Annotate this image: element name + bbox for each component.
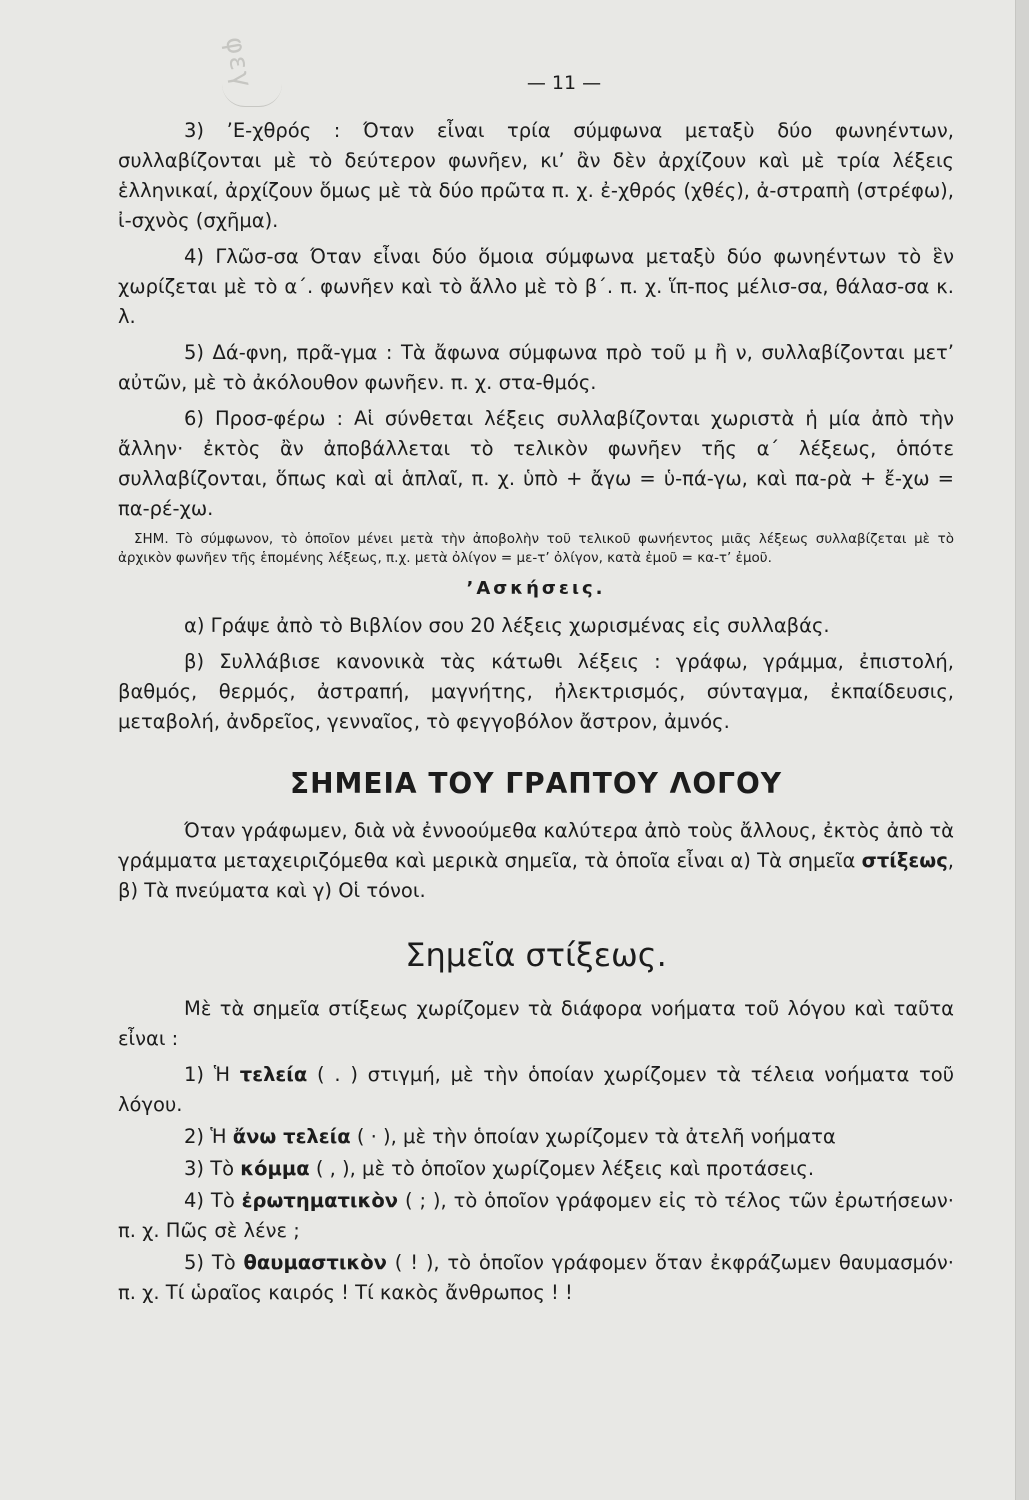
rule-4-lead: 4) Γλῶσ-σα <box>184 245 299 268</box>
note <box>118 530 954 568</box>
note-label: ΣΗΜ. <box>134 531 169 547</box>
item-1-name: τελεία <box>239 1063 308 1086</box>
rule-6 <box>118 404 954 524</box>
rule-5-text: Τὰ ἄφωνα σύμφωνα πρὸ τοῦ μ ἢ ν, συλλαβίζονται μετ’ αὐτῶν, μὲ τὸ ἀκόλουθον φωνῆεν. π. χ. στα-θμός. <box>118 341 954 394</box>
rule-5 <box>118 338 954 398</box>
section-intro-bold: στίξεως <box>861 849 948 872</box>
item-5-pre: 5) Τὸ <box>184 1251 236 1274</box>
rule-4 <box>118 242 954 332</box>
punctuation-title: Σημεῖα στίξεως. <box>405 936 667 974</box>
rule-6-lead: 6) Προσ-φέρω : <box>184 407 344 430</box>
item-4-name: ἐρωτηματικὸν <box>241 1189 399 1212</box>
rule-3 <box>118 116 954 236</box>
item-3-name: κόμμα <box>240 1157 310 1180</box>
item-2-post: ( · ), μὲ τὴν ὁποίαν χωρίζομεν τὰ ἀτελῆ νοήματα <box>356 1125 836 1148</box>
item-2-pre: 2) Ἡ <box>184 1125 227 1148</box>
item-5-post: ( ! ), τὸ ὁποῖον γράφομεν ὅταν ἐκφράζωμεν θαυμασμόν· π. χ. Τί ὡραῖος καιρός ! Τί κακὸς ἄνθρωπος ! ! <box>118 1251 954 1304</box>
page-number: — 11 — <box>526 72 602 94</box>
punctuation-item-5 <box>118 1248 954 1308</box>
page-content <box>118 72 954 1310</box>
item-4-post: ( ; ), τὸ ὁποῖον γράφομεν εἰς τὸ τέλος τῶν ἐρωτήσεων· π. χ. Πῶς σὲ λένε ; <box>118 1189 954 1242</box>
item-2-name: ἄνω τελεία <box>232 1125 351 1148</box>
exercise-b: β) Συλλάβισε κανονικὰ τὰς κάτωθι λέξεις : γράφω, γράμμα, ἐπιστολή, βαθμός, θερμός, ἀστραπή, μαγνήτης, ἠλεκτρισμός, σύνταγμα, ἐκπαίδευσις, μεταβολή, ἀνδρεῖος, γενναῖος, τὸ φεγγοβόλον ἄστρον, ἀμνός. <box>118 650 954 733</box>
item-1-pre: 1) Ἡ <box>184 1063 231 1086</box>
section-intro-part-b: , β) Τὰ πνεύματα καὶ γ) Οἱ τόνοι. <box>118 849 954 902</box>
punctuation-item-1 <box>118 1060 954 1120</box>
punctuation-item-2 <box>118 1122 954 1152</box>
rule-3-lead: 3) ’Ε-χθρός : <box>184 119 341 142</box>
item-1-post: ( . ) στιγμή, μὲ τὴν ὁποίαν χωρίζομεν τὰ τέλεια νοήματα τοῦ λόγου. <box>118 1063 955 1116</box>
rule-6-text: Αἱ σύνθεται λέξεις συλλαβίζονται χωριστὰ ἡ μία ἀπὸ τὴν ἄλλην· ἐκτὸς ἂν ἀποβάλλεται τὸ τελικὸν φωνῆεν τῆς α΄ λέξεως, ὁπότε συλλαβίζονται, ὅπως καὶ αἱ ἁπλαῖ, π. χ. ὑπὸ + ἄγω = ὑ-πά-γω, καὶ πα-ρὰ + ἔ-χω = πα-ρέ-χω. <box>118 407 954 520</box>
punctuation-item-4 <box>118 1186 954 1246</box>
rule-4-text: Όταν εἶναι δύο ὅμοια σύμφωνα μεταξὺ δύο φωνηέντων τὸ ἓν χωρίζεται μὲ τὸ α΄. φωνῆεν καὶ τὸ ἄλλο μὲ τὸ β΄. π. χ. ἵπ-πος μέλισ-σα, θάλασ-σα κ. λ. <box>118 245 954 328</box>
item-3-post: ( , ), μὲ τὸ ὁποῖον χωρίζομεν λέξεις καὶ προτάσεις. <box>315 1157 815 1180</box>
section-title: ΣΗΜΕΙΑ ΤΟΥ ΓΡΑΠΤΟΥ ΛΟΓΟΥ <box>289 767 783 800</box>
item-5-name: θαυμαστικὸν <box>243 1251 387 1274</box>
item-3-pre: 3) Τὸ <box>184 1157 235 1180</box>
item-4-pre: 4) Τὸ <box>184 1189 235 1212</box>
page-edge <box>1015 0 1029 1500</box>
rule-3-text: Όταν εἶναι τρία σύμφωνα μεταξὺ δύο φωνηέντων, συλλαβίζονται μὲ τὸ δεύτερον φωνῆεν, κι’ ἂν δὲν ἀρχίζουν καὶ μὲ τρία λέξεις ἑλληνικαί, ἀρχίζουν ὅμως μὲ τὰ δύο πρῶτα π. χ. ἐ-χθρός (χθές), ἀ-στραπὴ (στρέφω), ἰ-σχνὸς (σχῆμα). <box>118 119 954 232</box>
exercises-heading: ’Ασκήσεις. <box>466 578 606 599</box>
punctuation-item-3 <box>118 1154 954 1184</box>
pencil-annotation: φεγ <box>218 34 258 92</box>
exercise-a: α) Γράψε ἀπὸ τὸ Βιβλίον σου 20 λέξεις χωρισμένας εἰς συλλαβάς. <box>184 614 830 637</box>
rule-5-lead: 5) Δά-φνη, πρᾶ-γμα : <box>184 341 393 364</box>
section-intro-part-a: Όταν γράφωμεν, διὰ νὰ ἐννοούμεθα καλύτερα ἀπὸ τοὺς ἄλλους, ἐκτὸς ἀπὸ τὰ γράμματα μεταχειριζόμεθα καὶ μερικὰ σημεῖα, τὰ ὁποῖα εἶναι α) Τὰ σημεῖα <box>118 819 954 872</box>
punctuation-intro: Μὲ τὰ σημεῖα στίξεως χωρίζομεν τὰ διάφορα νοήματα τοῦ λόγου καὶ ταῦτα εἶναι : <box>118 997 954 1050</box>
note-text: Τὸ σύμφωνον, τὸ ὁποῖον μένει μετὰ τὴν ἀποβολὴν τοῦ τελικοῦ φωνήεντος μιᾶς λέξεως συλλαβίζεται μὲ τὸ ἀρχικὸν φωνῆεν τῆς ἑπομένης λέξεως, π.χ. μετὰ ὀλίγον = με-τ’ ὀλίγον, κατὰ ἐμοῦ = κα-τ’ ἐμοῦ. <box>118 531 954 566</box>
section-intro <box>118 816 954 906</box>
